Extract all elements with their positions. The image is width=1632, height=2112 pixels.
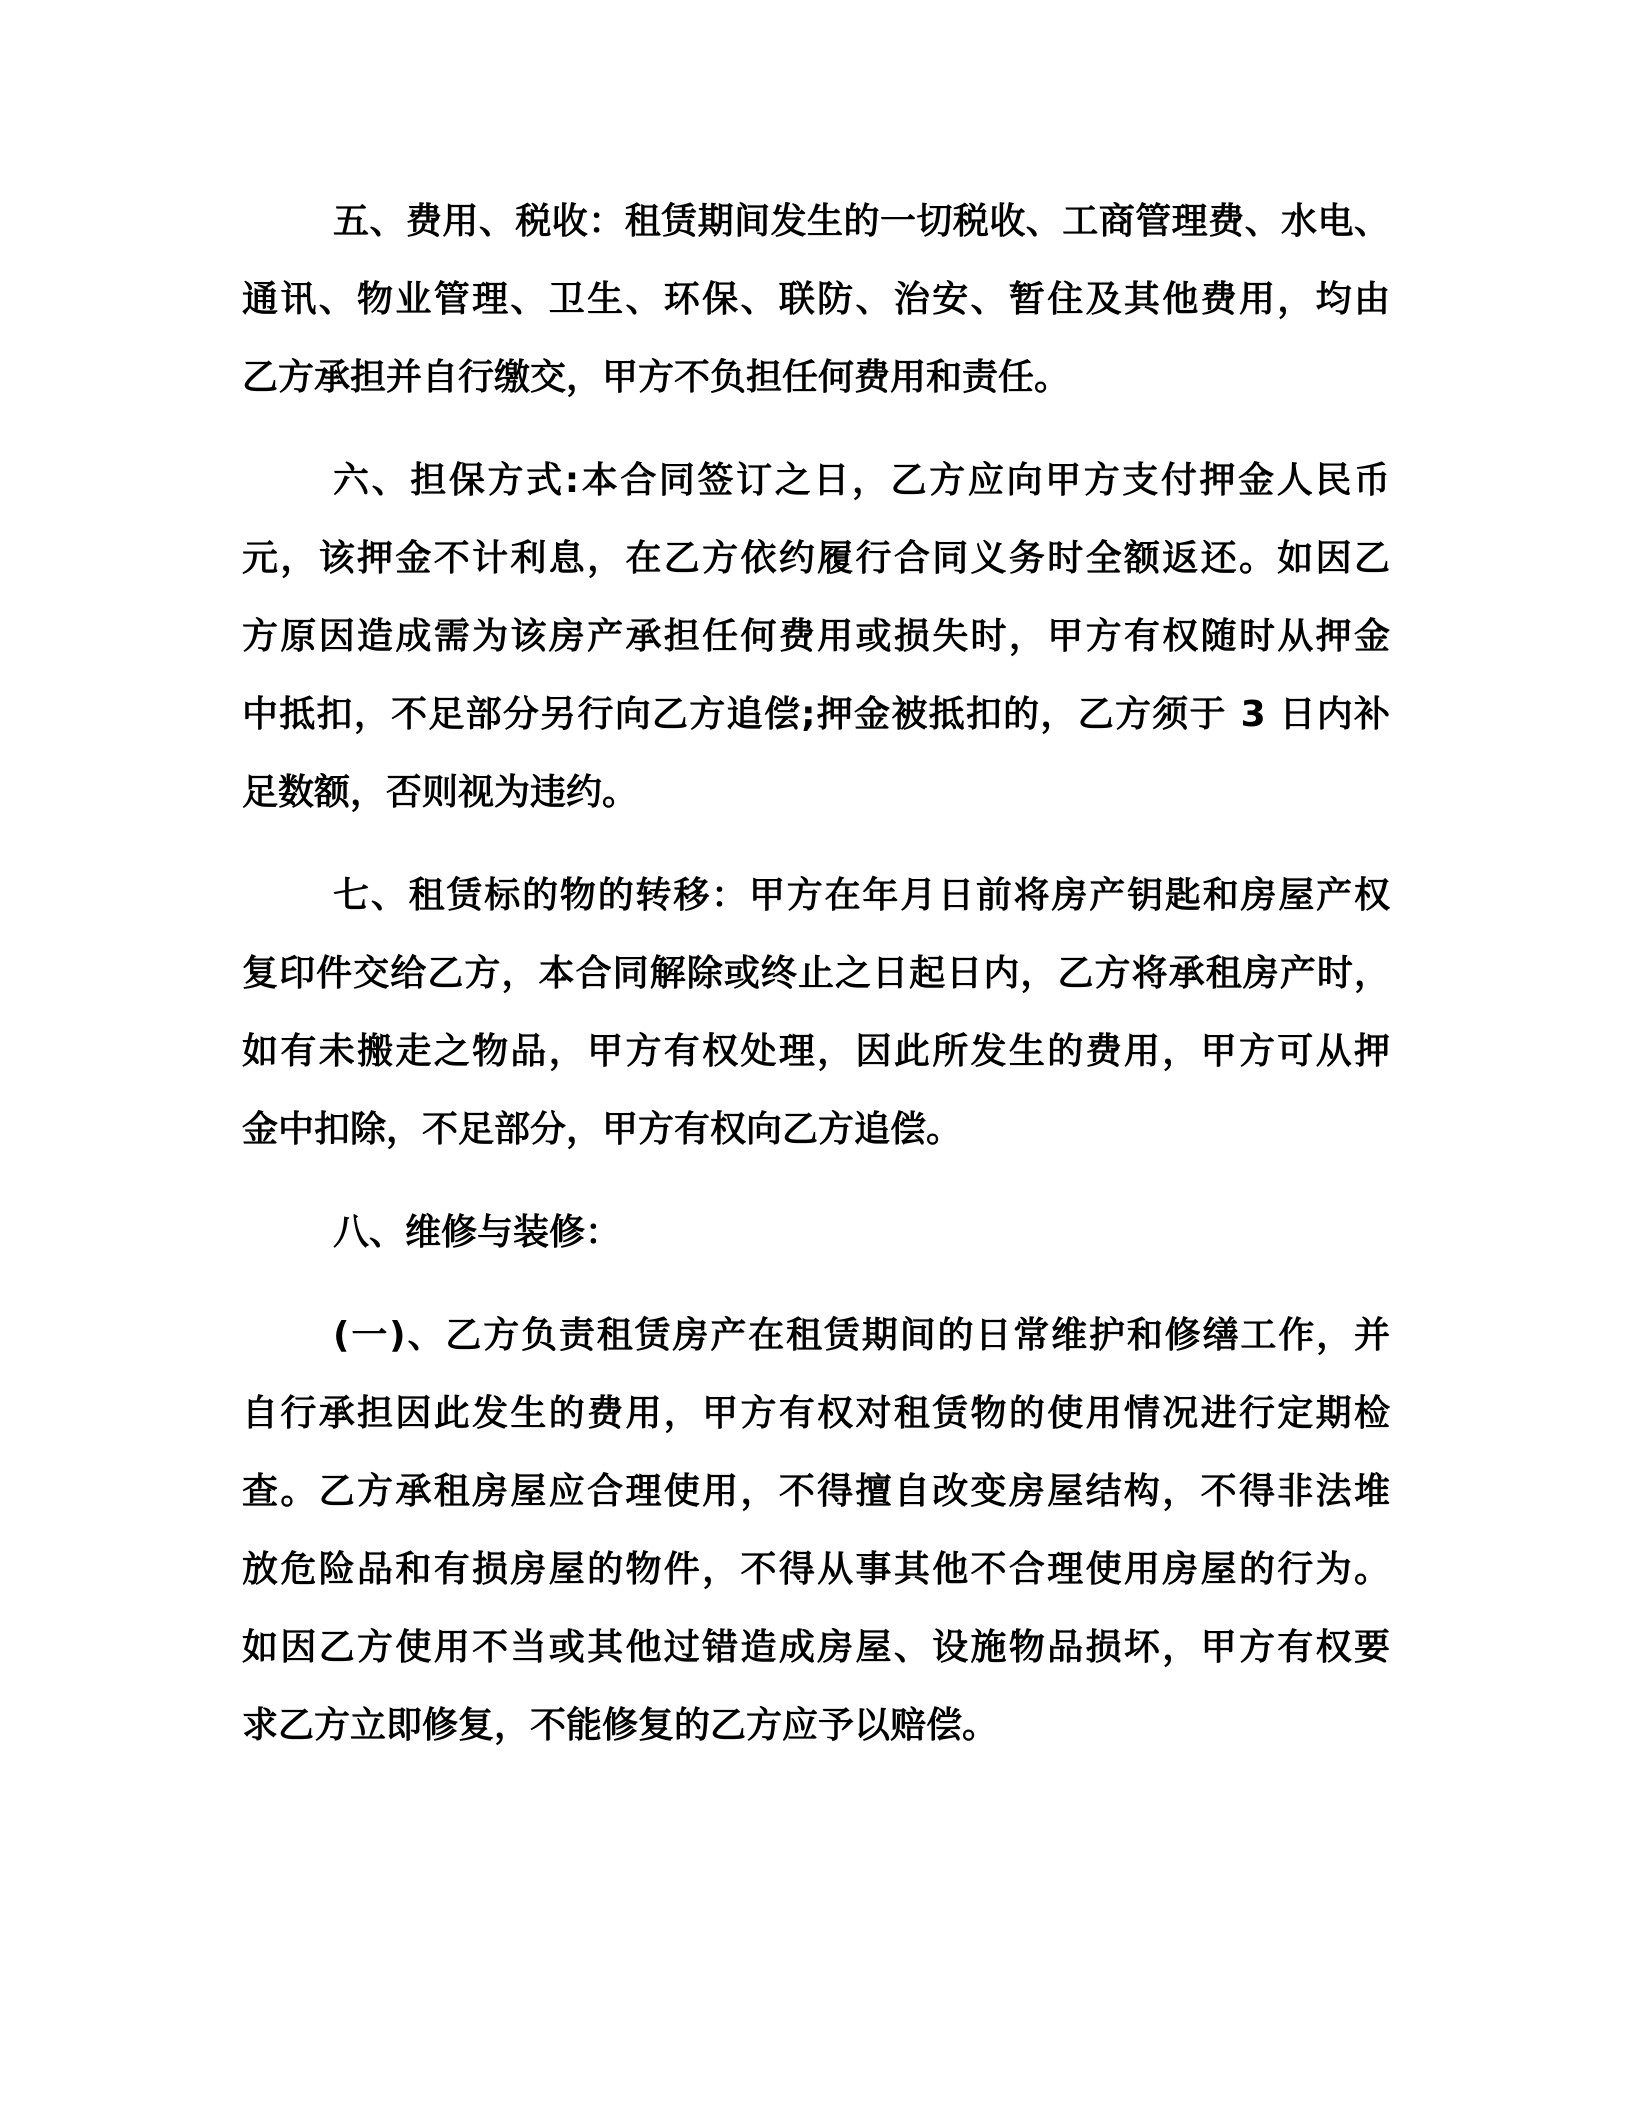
paragraph-clause-7-transfer <box>242 857 1390 1169</box>
text-line: 如因乙方使用不当或其他过错造成房屋、设施物品损坏，甲方有权要 <box>242 1627 1390 1668</box>
paragraph-clause-8-heading <box>242 1194 1390 1272</box>
text-line: 七、租赁标的物的转移：甲方在年月日前将房产钥匙和房屋产权 <box>333 875 1390 916</box>
text-line: 元，该押金不计利息，在乙方依约履行合同义务时全额返还。如因乙 <box>242 538 1390 579</box>
text-line: (一)、乙方负责租赁房产在租赁期间的日常维护和修缮工作，并 <box>333 1315 1390 1356</box>
text-line: 通讯、物业管理、卫生、环保、联防、治安、暂住及其他费用，均由 <box>242 279 1390 320</box>
text-line: 如有未搬走之物品，甲方有权处理，因此所发生的费用，甲方可从押 <box>242 1031 1390 1072</box>
contract-body-text <box>242 183 1390 1790</box>
text-line: 自行承担因此发生的费用，甲方有权对租赁物的使用情况进行定期检 <box>242 1393 1390 1434</box>
paragraph-clause-6-guarantee <box>242 442 1390 832</box>
text-line: 八、维修与装修： <box>333 1212 622 1253</box>
text-line: 乙方承担并自行缴交，甲方不负担任何费用和责任。 <box>242 357 1071 398</box>
text-line: 查。乙方承租房屋应合理使用，不得擅自改变房屋结构，不得非法堆 <box>242 1471 1390 1512</box>
text-line: 中抵扣，不足部分另行向乙方追偿;押金被抵扣的，乙方须于 3 日内补 <box>242 694 1390 735</box>
text-line: 复印件交给乙方，本合同解除或终止之日起日内，乙方将承租房产时， <box>242 953 1390 994</box>
text-line: 求乙方立即修复，不能修复的乙方应予以赔偿。 <box>242 1705 999 1746</box>
text-line: 五、费用、税收：租赁期间发生的一切税收、工商管理费、水电、 <box>333 201 1390 242</box>
text-line: 方原因造成需为该房产承担任何费用或损失时，甲方有权随时从押金 <box>242 616 1390 657</box>
text-line: 六、担保方式:本合同签订之日，乙方应向甲方支付押金人民币 <box>333 460 1390 501</box>
text-line: 放危险品和有损房屋的物件，不得从事其他不合理使用房屋的行为。 <box>242 1549 1390 1590</box>
paragraph-clause-8-item-1 <box>242 1297 1390 1765</box>
text-line: 足数额，否则视为违约。 <box>242 772 639 813</box>
text-line: 金中扣除，不足部分，甲方有权向乙方追偿。 <box>242 1109 963 1150</box>
paragraph-clause-5-fees-taxes <box>242 183 1390 417</box>
